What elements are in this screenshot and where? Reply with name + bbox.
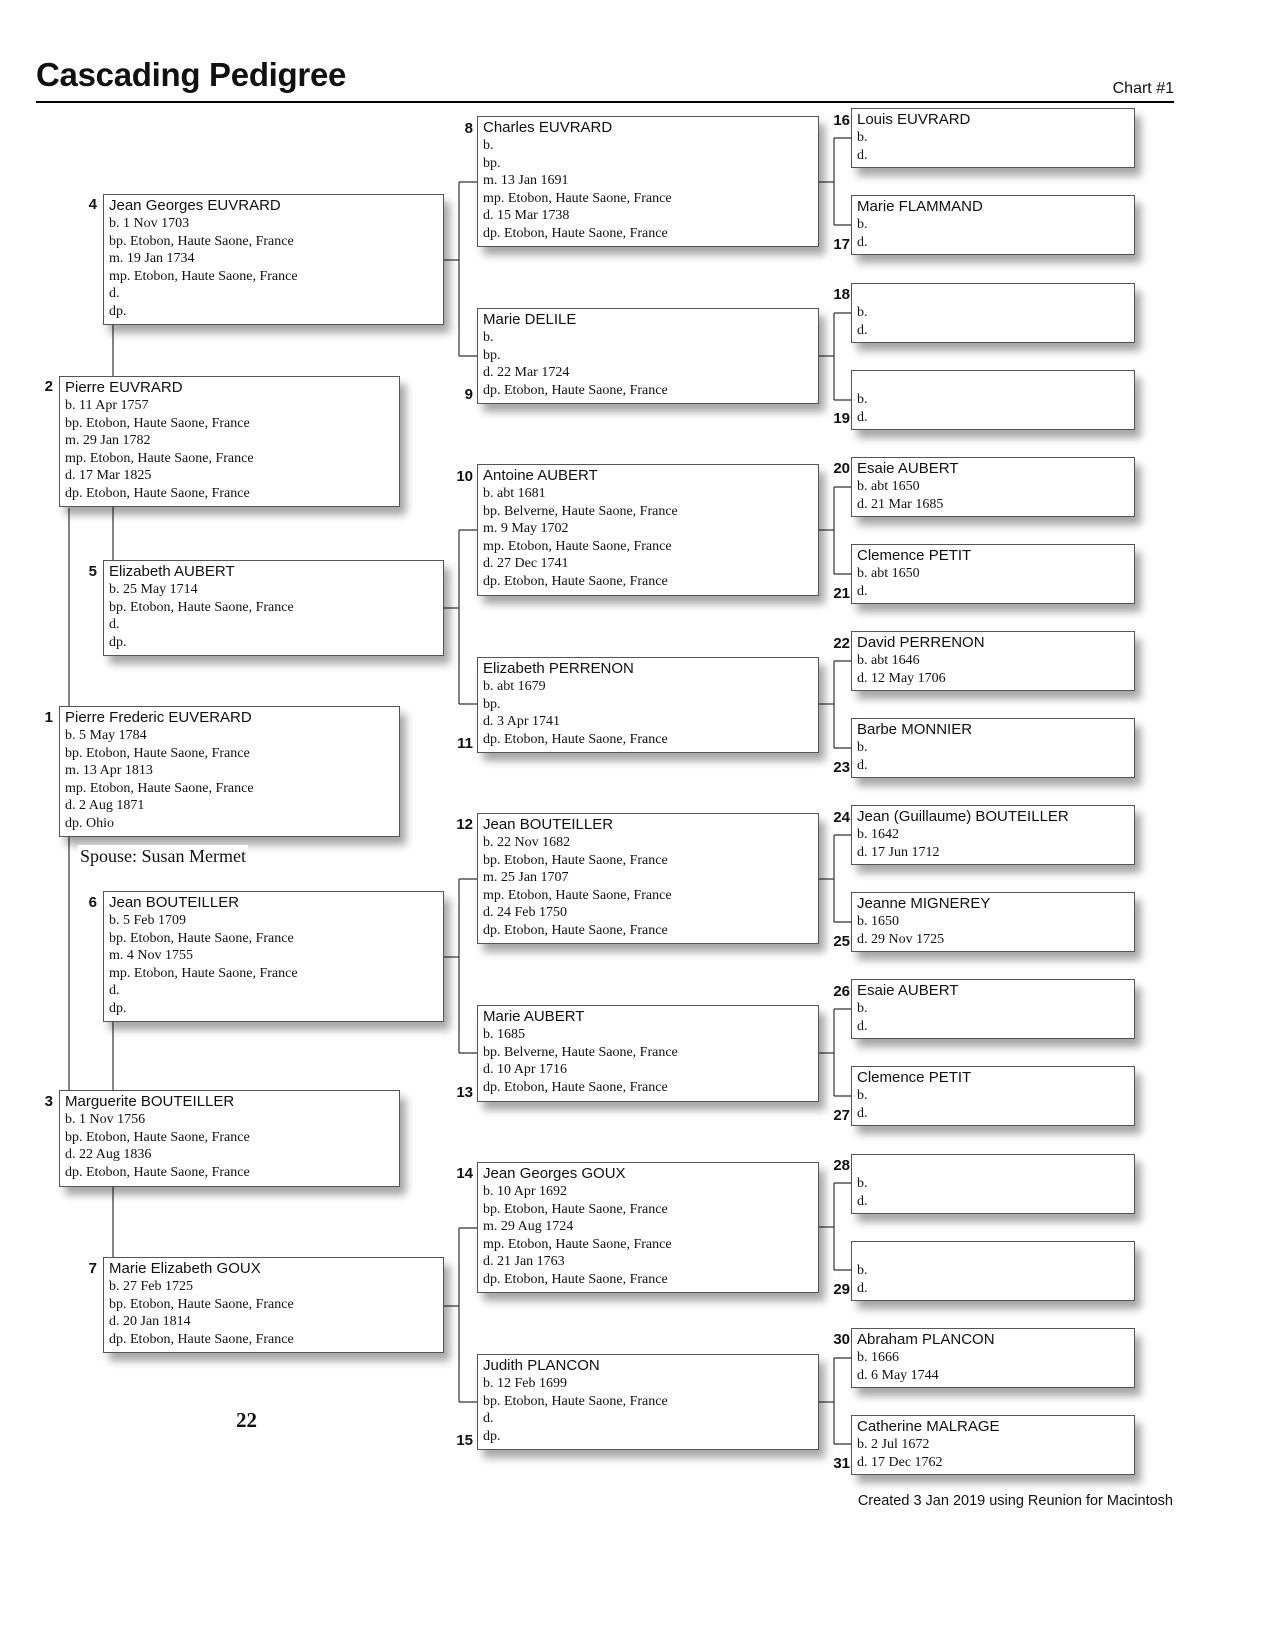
person-name: Clemence PETIT <box>857 547 972 564</box>
person-number: 4 <box>88 196 97 213</box>
person-box-16[interactable] <box>851 108 1135 168</box>
page-title: Cascading Pedigree <box>36 56 347 93</box>
birth-place: bp. Etobon, Haute Saone, France <box>483 852 668 868</box>
person-number: 14 <box>456 1165 473 1182</box>
death-date: d. 17 Mar 1825 <box>65 468 152 483</box>
birth-date: b. <box>857 740 868 755</box>
death-date: d. 29 Nov 1725 <box>857 931 945 947</box>
death-place: dp. Etobon, Haute Saone, France <box>65 1164 250 1180</box>
person-number: 10 <box>456 468 473 485</box>
person-number: 22 <box>833 635 850 652</box>
chart-number: Chart #1 <box>1112 80 1174 97</box>
birth-place: bp. Belverne, Haute Saone, France <box>483 503 678 519</box>
marriage-date: m. 9 May 1702 <box>483 521 569 536</box>
birth-date: b. abt 1679 <box>483 679 546 694</box>
person-name: Elizabeth PERRENON <box>483 660 634 677</box>
person-name: Pierre Frederic EUVERARD <box>65 709 252 726</box>
person-number: 7 <box>88 1260 97 1277</box>
person-name: Barbe MONNIER <box>857 721 973 738</box>
birth-date: b. 1642 <box>857 827 899 842</box>
person-number: 27 <box>833 1107 850 1124</box>
person-number: 31 <box>833 1455 850 1472</box>
person-name: Marie AUBERT <box>483 1008 585 1025</box>
person-box-14[interactable] <box>477 1162 819 1293</box>
birth-place: bp. <box>483 155 501 171</box>
marriage-place: mp. Etobon, Haute Saone, France <box>483 190 672 206</box>
death-date: d. 27 Dec 1741 <box>483 556 569 571</box>
birth-date: b. <box>857 217 868 232</box>
birth-place: bp. Etobon, Haute Saone, France <box>65 1129 250 1145</box>
marriage-date: m. 29 Aug 1724 <box>483 1219 574 1234</box>
person-box-1[interactable] <box>59 706 400 837</box>
marriage-place: mp. Etobon, Haute Saone, France <box>483 538 672 554</box>
death-place: dp. Ohio <box>65 815 114 831</box>
person-number: 24 <box>833 809 850 826</box>
death-date: d. 20 Jan 1814 <box>109 1314 191 1329</box>
person-name: Jeanne MIGNEREY <box>857 895 991 912</box>
marriage-place: mp. Etobon, Haute Saone, France <box>109 965 298 981</box>
death-date: d. 15 Mar 1738 <box>483 208 570 223</box>
person-number: 20 <box>833 460 850 477</box>
birth-date: b. abt 1650 <box>857 479 920 494</box>
birth-place: bp. Etobon, Haute Saone, France <box>109 930 294 946</box>
birth-place: bp. <box>483 696 501 712</box>
death-date: d. <box>857 1280 868 1296</box>
person-name: Jean Georges EUVRARD <box>109 197 281 214</box>
person-number: 6 <box>88 894 97 911</box>
marriage-place: mp. Etobon, Haute Saone, France <box>483 1236 672 1252</box>
person-number: 17 <box>833 236 850 253</box>
death-date: d. 17 Dec 1762 <box>857 1454 943 1470</box>
birth-place: bp. Etobon, Haute Saone, France <box>483 1393 668 1409</box>
marriage-place: mp. Etobon, Haute Saone, France <box>109 268 298 284</box>
person-box-23[interactable] <box>851 718 1135 778</box>
death-date: d. <box>857 147 868 163</box>
person-box-10[interactable] <box>477 464 819 596</box>
person-box-21[interactable] <box>851 544 1135 604</box>
person-name: Esaie AUBERT <box>857 982 959 999</box>
death-date: d. <box>857 1018 868 1034</box>
page-number: 22 <box>236 1408 257 1432</box>
person-number: 5 <box>88 563 97 580</box>
death-date: d. <box>857 322 868 338</box>
death-date: d. <box>483 1411 494 1426</box>
death-date: d. 17 Jun 1712 <box>857 844 940 860</box>
person-number: 23 <box>833 759 850 776</box>
person-box-19[interactable] <box>851 370 1135 430</box>
death-place: dp. Etobon, Haute Saone, France <box>483 731 668 747</box>
person-box-6[interactable] <box>103 891 444 1022</box>
person-box-20[interactable] <box>851 457 1135 517</box>
person-name: Marie Elizabeth GOUX <box>109 1260 261 1277</box>
death-date: d. 22 Mar 1724 <box>483 365 570 380</box>
person-box-2[interactable] <box>59 376 400 507</box>
person-name: Jean BOUTEILLER <box>483 816 614 833</box>
death-place: dp. Etobon, Haute Saone, France <box>483 1079 668 1095</box>
death-date: d. 3 Apr 1741 <box>483 714 560 729</box>
death-place: dp. <box>109 634 127 650</box>
birth-date: b. <box>857 1001 868 1016</box>
death-date: d. <box>109 286 120 301</box>
person-name: Louis EUVRARD <box>857 111 971 128</box>
person-box-31[interactable] <box>851 1415 1135 1475</box>
death-date: d. <box>857 1105 868 1121</box>
birth-date: b. <box>857 130 868 145</box>
birth-date: b. abt 1681 <box>483 486 546 501</box>
person-name: David PERRENON <box>857 634 985 651</box>
person-box-7[interactable] <box>103 1257 444 1353</box>
birth-date: b. <box>483 330 494 345</box>
death-place: dp. Etobon, Haute Saone, France <box>483 1271 668 1287</box>
death-date: d. 6 May 1744 <box>857 1367 939 1383</box>
person-box-12[interactable] <box>477 813 819 944</box>
death-date: d. <box>857 234 868 250</box>
person-box-3[interactable] <box>59 1090 400 1187</box>
person-box-24[interactable] <box>851 805 1135 865</box>
person-box-17[interactable] <box>851 195 1135 255</box>
death-date: d. <box>109 617 120 632</box>
death-place: dp. Etobon, Haute Saone, France <box>483 225 668 241</box>
person-box-18[interactable] <box>851 283 1135 343</box>
death-place: dp. Etobon, Haute Saone, France <box>109 1331 294 1347</box>
marriage-date: m. 29 Jan 1782 <box>65 433 151 448</box>
person-number: 19 <box>833 410 850 427</box>
person-number: 9 <box>464 386 473 403</box>
death-place: dp. <box>109 1000 127 1016</box>
death-date: d. 2 Aug 1871 <box>65 798 145 813</box>
birth-date: b. 11 Apr 1757 <box>65 398 149 413</box>
person-name: Antoine AUBERT <box>483 467 598 484</box>
death-place: dp. Etobon, Haute Saone, France <box>65 485 250 501</box>
birth-date: b. abt 1650 <box>857 566 920 581</box>
person-number: 1 <box>44 709 53 726</box>
person-name: Jean Georges GOUX <box>483 1165 626 1182</box>
death-date: d. 12 May 1706 <box>857 670 946 686</box>
person-box-30[interactable] <box>851 1328 1135 1388</box>
person-box-9[interactable] <box>477 308 819 404</box>
person-number: 8 <box>464 120 473 137</box>
person-box-15[interactable] <box>477 1354 819 1450</box>
death-date: d. <box>857 757 868 773</box>
birth-date: b. 25 May 1714 <box>109 582 198 597</box>
person-number: 11 <box>457 735 473 752</box>
person-number: 30 <box>833 1331 850 1348</box>
death-place: dp. Etobon, Haute Saone, France <box>483 922 668 938</box>
person-name: Jean (Guillaume) BOUTEILLER <box>857 808 1069 825</box>
death-date: d. 21 Mar 1685 <box>857 496 944 512</box>
person-name: Abraham PLANCON <box>857 1331 995 1348</box>
birth-date: b. 5 Feb 1709 <box>109 913 186 928</box>
birth-place: bp. Etobon, Haute Saone, France <box>109 599 294 615</box>
death-place: dp. Etobon, Haute Saone, France <box>483 382 668 398</box>
person-name: Pierre EUVRARD <box>65 379 183 396</box>
death-date: d. <box>109 983 120 998</box>
person-name: Judith PLANCON <box>483 1357 600 1374</box>
person-box-29[interactable] <box>851 1241 1135 1301</box>
marriage-date: m. 19 Jan 1734 <box>109 251 195 266</box>
birth-date: b. <box>857 1263 868 1278</box>
birth-date: b. 27 Feb 1725 <box>109 1279 193 1294</box>
death-place: dp. Etobon, Haute Saone, France <box>483 573 668 589</box>
marriage-date: m. 4 Nov 1755 <box>109 948 193 963</box>
person-name <box>857 1157 1134 1175</box>
birth-place: bp. <box>483 347 501 363</box>
birth-place: bp. Etobon, Haute Saone, France <box>109 233 294 249</box>
person-name: Clemence PETIT <box>857 1069 972 1086</box>
birth-date: b. abt 1646 <box>857 653 920 668</box>
person-name: Elizabeth AUBERT <box>109 563 235 580</box>
birth-date: b. <box>857 392 868 407</box>
birth-date: b. <box>857 1088 868 1103</box>
person-number: 15 <box>456 1432 473 1449</box>
birth-date: b. 10 Apr 1692 <box>483 1184 567 1199</box>
birth-date: b. 22 Nov 1682 <box>483 835 571 850</box>
footer-credit: Created 3 Jan 2019 using Reunion for Macintosh <box>857 1493 1173 1509</box>
marriage-date: m. 13 Jan 1691 <box>483 173 569 188</box>
birth-date: b. 2 Jul 1672 <box>857 1437 930 1452</box>
birth-date: b. 1 Nov 1756 <box>65 1112 146 1127</box>
birth-place: bp. Etobon, Haute Saone, France <box>109 1296 294 1312</box>
birth-date: b. 12 Feb 1699 <box>483 1376 567 1391</box>
death-date: d. 10 Apr 1716 <box>483 1062 567 1077</box>
person-box-13[interactable] <box>477 1005 819 1102</box>
birth-date: b. 5 May 1784 <box>65 728 147 743</box>
person-name: Catherine MALRAGE <box>857 1418 1000 1435</box>
death-date: d. <box>857 1193 868 1209</box>
spouse-note: Spouse: Susan Mermet <box>80 846 246 866</box>
birth-date: b. <box>857 1176 868 1191</box>
person-box-11[interactable] <box>477 657 819 753</box>
person-number: 28 <box>833 1157 850 1174</box>
person-box-5[interactable] <box>103 560 444 656</box>
person-box-22[interactable] <box>851 631 1135 691</box>
birth-date: b. 1650 <box>857 914 899 929</box>
person-number: 18 <box>833 286 850 303</box>
death-place: dp. <box>109 303 127 319</box>
birth-place: bp. Belverne, Haute Saone, France <box>483 1044 678 1060</box>
person-name <box>857 1244 1134 1262</box>
person-name: Esaie AUBERT <box>857 460 959 477</box>
person-box-25[interactable] <box>851 892 1135 952</box>
person-name <box>857 373 1134 391</box>
person-name: Charles EUVRARD <box>483 119 613 136</box>
death-date: d. 22 Aug 1836 <box>65 1147 152 1162</box>
person-number: 3 <box>44 1093 53 1110</box>
person-box-8[interactable] <box>477 116 819 247</box>
marriage-place: mp. Etobon, Haute Saone, France <box>65 450 254 466</box>
person-name: Marguerite BOUTEILLER <box>65 1093 235 1110</box>
birth-date: b. <box>483 138 494 153</box>
person-box-27[interactable] <box>851 1066 1135 1126</box>
birth-place: bp. Etobon, Haute Saone, France <box>65 745 250 761</box>
person-number: 21 <box>833 585 850 602</box>
person-number: 12 <box>456 816 473 833</box>
marriage-place: mp. Etobon, Haute Saone, France <box>483 887 672 903</box>
person-box-28[interactable] <box>851 1154 1135 1214</box>
person-box-26[interactable] <box>851 979 1135 1039</box>
person-name: Jean BOUTEILLER <box>109 894 240 911</box>
person-number: 29 <box>833 1281 850 1298</box>
person-name: Marie DELILE <box>483 311 577 328</box>
marriage-date: m. 13 Apr 1813 <box>65 763 153 778</box>
person-number: 25 <box>833 933 850 950</box>
birth-date: b. 1685 <box>483 1027 525 1042</box>
person-box-4[interactable] <box>103 194 444 325</box>
person-number: 26 <box>833 983 850 1000</box>
death-place: dp. <box>483 1428 501 1444</box>
person-number: 13 <box>456 1084 473 1101</box>
person-name <box>857 286 1134 304</box>
marriage-date: m. 25 Jan 1707 <box>483 870 569 885</box>
person-number: 2 <box>44 378 53 395</box>
birth-date: b. 1 Nov 1703 <box>109 216 190 231</box>
marriage-place: mp. Etobon, Haute Saone, France <box>65 780 254 796</box>
birth-place: bp. Etobon, Haute Saone, France <box>65 415 250 431</box>
birth-date: b. 1666 <box>857 1350 899 1365</box>
birth-place: bp. Etobon, Haute Saone, France <box>483 1201 668 1217</box>
death-date: d. <box>857 583 868 599</box>
person-number: 16 <box>833 112 850 129</box>
death-date: d. <box>857 409 868 425</box>
birth-date: b. <box>857 305 868 320</box>
person-name: Marie FLAMMAND <box>857 198 983 215</box>
death-date: d. 21 Jan 1763 <box>483 1254 565 1269</box>
death-date: d. 24 Feb 1750 <box>483 905 567 920</box>
